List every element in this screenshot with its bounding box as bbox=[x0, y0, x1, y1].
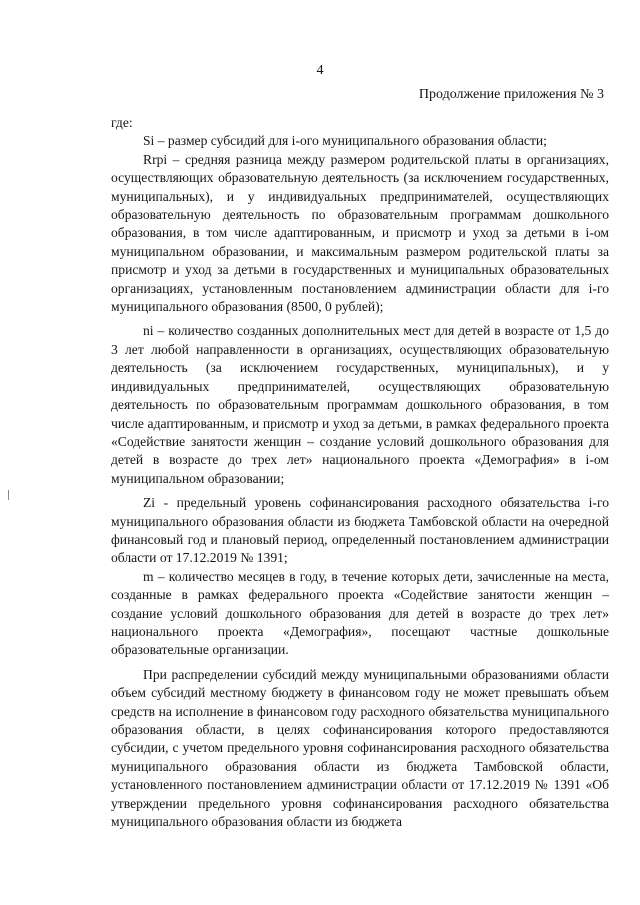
document-body bbox=[111, 114, 609, 831]
paragraph-zi-definition: Zi - предельный уровень софинансирования расходного обязательства i-го муниципального образования области из бюджета Тамбовской области на очередной финансовый год и плановый период, определенный постановлением администрации области от 17.12.2019 № 1391; bbox=[111, 495, 609, 566]
page-number: 4 bbox=[316, 63, 324, 78]
paragraph-si-definition: Si – размер субсидий для i-ого муниципального образования области; bbox=[143, 133, 547, 149]
paragraph-distribution-rules: При распределении субсидий между муниципальными образованиями области объем субсидий местному бюджету в финансовом году не может превышать объем средств на исполнение в финансовом году расходного обязательства муниципального образования области, в целях софинансирования которого предоставляются субсидии, с учетом предельного уровня софинансирования расходного обязательства муниципального образования области из бюджета Тамбовской области, установленного постановлением администрации области от 17.12.2019 № 1391 «Об утверждении предельного уровня софинансирования расходного обязательства муниципального образования области из бюджета bbox=[111, 666, 609, 830]
paragraph-where: где: bbox=[111, 115, 133, 130]
paragraph-rrpi-definition: Rrpi – средняя разница между размером родительской платы в организациях, осуществляющих образовательную деятельность (за исключением государственных, муниципальных), и у индивидуальных предпринимателей, осуществляющих образовательную деятельность по образовательным программам дошкольного образования, в том числе адаптированным, и присмотр и уход за детьми в i-ом муниципальном образовании, и максимальным размером родительской платы за присмотр и уход за детьми в государственных и муниципальных образовательных организациях, установленным постановлением администрации области для i-го муниципального образования (8500, 0 рублей); bbox=[111, 151, 609, 315]
paragraph-m-definition: m – количество месяцев в году, в течение которых дети, зачисленные на места, созданные в рамках федерального проекта «Содействие занятости женщин – создание условий дошкольного образования для детей в возрасте до трех лет» национального проекта «Демография», посещают частные дошкольные образовательные организации. bbox=[111, 568, 609, 658]
paragraph-ni-definition: ni – количество созданных дополнительных мест для детей в возрасте от 1,5 до 3 лет любой направленности в организациях, осуществляющих образовательную деятельность (за исключением государственных, муниципальных), и у индивидуальных предпринимателей, осуществляющих образовательную деятельность по образовательным программам дошкольного образования, в том числе адаптированным, и присмотр и уход за детьми, в рамках федерального проекта «Содействие занятости женщин – создание условий дошкольного образования для детей в возрасте до трех лет» национального проекта «Демография» в i-ом муниципальном образовании; bbox=[111, 323, 609, 486]
scan-margin-mark bbox=[8, 490, 9, 500]
appendix-continuation: Продолжение приложения № 3 bbox=[418, 87, 604, 102]
